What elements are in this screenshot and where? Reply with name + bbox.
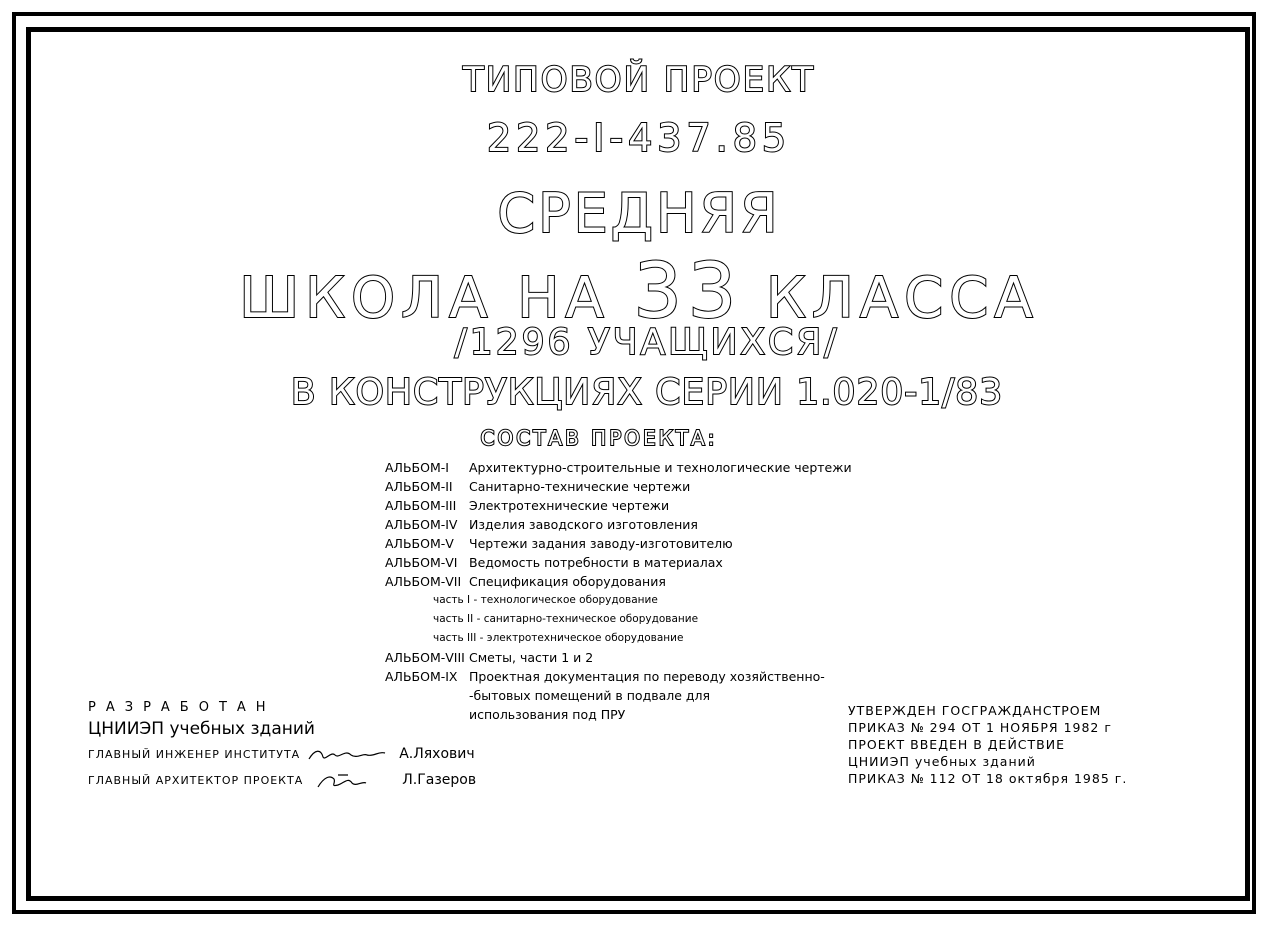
approval-line: ПРИКАЗ № 294 ОТ 1 НОЯБРЯ 1982 г bbox=[848, 720, 1112, 735]
approval-line: ЦНИИЭП учебных зданий bbox=[848, 754, 1036, 769]
list-item: АЛЬБОМ-VII Спецификация оборудования bbox=[385, 574, 666, 589]
list-item: АЛЬБОМ-IX Проектная документация по переводу хозяйственно- bbox=[385, 669, 825, 684]
list-item: часть II - санитарно-техническое оборудование bbox=[433, 613, 699, 625]
approval-line: ПРОЕКТ ВВЕДЕН В ДЕЙСТВИЕ bbox=[848, 737, 1065, 752]
approval-block bbox=[848, 702, 1127, 787]
list-item: использования под ПРУ bbox=[469, 707, 626, 722]
title-line-2-b: КЛАССА bbox=[766, 266, 1039, 331]
list-item: -бытовых помещений в подвале для bbox=[469, 688, 711, 703]
list-item: АЛЬБОМ-II Санитарно-технические чертежи bbox=[385, 479, 691, 494]
approval-line: ПРИКАЗ № 112 ОТ 18 октября 1985 г. bbox=[848, 771, 1128, 786]
developer-block bbox=[88, 700, 476, 791]
contents-heading: СОСТАВ ПРОЕКТА: bbox=[480, 426, 718, 450]
chief-engineer-name: А.Ляхович bbox=[399, 746, 475, 762]
list-item: АЛЬБОМ-V Чертежи задания заводу-изготовителю bbox=[385, 536, 733, 551]
developer-org: ЦНИИЭП учебных зданий bbox=[88, 719, 315, 739]
developer-heading: РАЗРАБОТАН bbox=[88, 700, 276, 715]
typical-project-label: ТИПОВОЙ ПРОЕКТ bbox=[462, 60, 816, 100]
list-item: часть I - технологическое оборудование bbox=[433, 594, 658, 606]
title-line-1: СРЕДНЯЯ bbox=[497, 182, 781, 245]
album-list bbox=[385, 458, 852, 724]
chief-engineer bbox=[88, 745, 476, 765]
list-item: АЛЬБОМ-I Архитектурно-строительные и технологические чертежи bbox=[385, 460, 852, 475]
list-item: часть III - электротехническое оборудование bbox=[433, 632, 684, 644]
construction-series: В КОНСТРУКЦИЯХ СЕРИИ 1.020-1/83 bbox=[290, 372, 1004, 413]
approval-line: УТВЕРЖДЕН ГОСГРАЖДАНСТРОЕМ bbox=[848, 703, 1102, 718]
chief-engineer-title: ГЛАВНЫЙ ИНЖЕНЕР ИНСТИТУТА bbox=[88, 748, 301, 761]
list-item: АЛЬБОМ-VIII Сметы, части 1 и 2 bbox=[385, 650, 594, 665]
list-item: АЛЬБОМ-VI Ведомость потребности в материалах bbox=[385, 555, 723, 570]
signature-icon bbox=[305, 745, 387, 765]
signature-icon bbox=[308, 771, 390, 791]
chief-architect-name: Л.Газеров bbox=[402, 772, 477, 788]
chief-architect-title: ГЛАВНЫЙ АРХИТЕКТОР ПРОЕКТА bbox=[88, 774, 304, 787]
title-line-2-a: ШКОЛА НА bbox=[239, 266, 610, 331]
list-item: АЛЬБОМ-III Электротехнические чертежи bbox=[385, 498, 670, 513]
title-class-count: 33 bbox=[633, 246, 743, 335]
project-number: 222-I-437.85 bbox=[486, 116, 792, 160]
chief-architect bbox=[88, 771, 476, 791]
list-item: АЛЬБОМ-IV Изделия заводского изготовления bbox=[385, 517, 698, 532]
students-count: /1296 УЧАЩИХСЯ/ bbox=[454, 322, 840, 363]
